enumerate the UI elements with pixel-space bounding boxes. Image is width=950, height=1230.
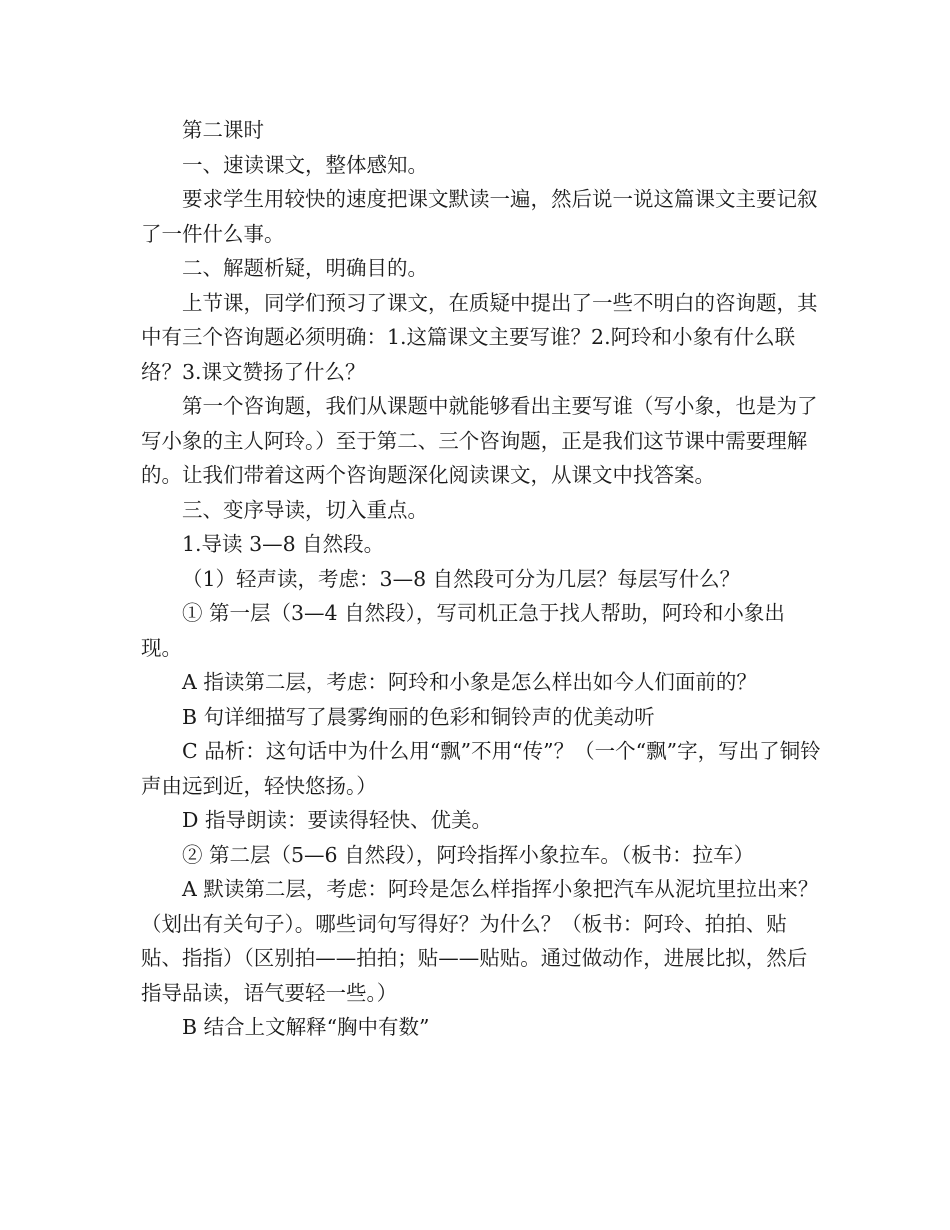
paragraph: C 品析：这句话中为什么用“飘”不用“传”？（一个“飘”字，写出了铜铃声由远到近，轻快悠扬。）: [141, 739, 821, 798]
paragraph: （1）轻声读，考虑：3—8 自然段可分为几层？每层写什么？: [182, 566, 741, 591]
paragraph: 第一个咨询题，我们从课题中就能够看出主要写谁（写小象，也是为了写小象的主人阿玲。）至于第二、三个咨询题，正是我们这节课中需要理解的。让我们带着这两个咨询题深化阅读课文，从课文中找答案。: [141, 394, 818, 487]
paragraph: B 句详细描写了晨雾绚丽的色彩和铜铃声的优美动听: [182, 704, 655, 729]
paragraph: A 默读第二层，考虑：阿玲是怎么样指挥小象把汽车从泥坑里拉出来？（划出有关句子）。哪些词句写得好？为什么？（板书：阿玲、拍拍、贴贴、指指）（区别拍——拍拍；贴——贴贴。通过做动作，进展比拟，然后指导品读，语气要轻一些。）: [141, 877, 819, 1005]
paragraph: B 结合上文解释“胸中有数”: [182, 1015, 430, 1039]
subsection-heading: 1.导读 3—8 自然段。: [182, 532, 385, 556]
section-heading-1: 一、速读课文，整体感知。: [182, 152, 428, 177]
section-heading-2: 二、解题析疑，明确目的。: [182, 256, 428, 280]
paragraph: 上节课，同学们预习了课文，在质疑中提出了一些不明白的咨询题，其中有三个咨询题必须明确：1.这篇课文主要写谁？2.阿玲和小象有什么联络？3.课文赞扬了什么？: [141, 290, 818, 384]
paragraph: D 指导朗读：要读得轻快、优美。: [182, 808, 492, 832]
paragraph: ② 第二层（5—6 自然段），阿玲指挥小象拉车。（板书：拉车）: [182, 842, 755, 867]
paragraph: 要求学生用较快的速度把课文默读一遍，然后说一说这篇课文主要记叙了一件什么事。: [141, 187, 818, 246]
section-heading-3: 三、变序导读，切入重点。: [182, 497, 428, 522]
paragraph: A 指读第二层，考虑：阿玲和小象是怎么样出如今人们面前的？: [182, 670, 757, 694]
paragraph: ① 第一层（3—4 自然段），写司机正急于找人帮助，阿玲和小象出现。: [141, 601, 785, 660]
lesson-heading: 第二课时: [182, 118, 264, 142]
document-body: [141, 113, 821, 1045]
